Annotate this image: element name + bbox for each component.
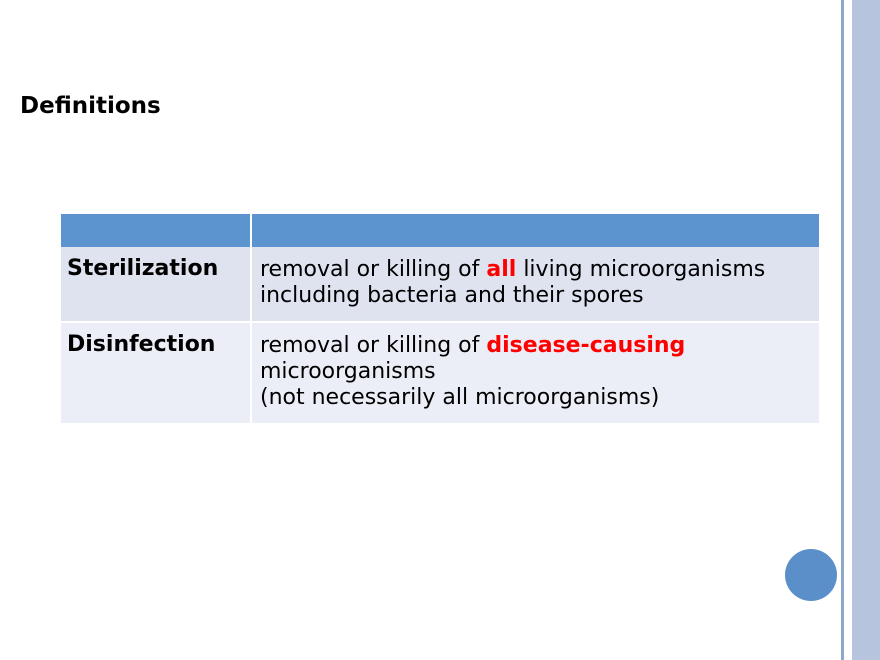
desc-emphasis-part: disease-causing bbox=[486, 332, 686, 358]
desc-text-part: microorganisms bbox=[260, 358, 436, 384]
term-disinfection: Disinfection bbox=[67, 331, 216, 357]
description-sterilization bbox=[252, 247, 819, 321]
table-cell-term bbox=[61, 322, 251, 424]
table-header-row bbox=[61, 214, 819, 247]
circle-decoration-icon bbox=[785, 549, 837, 601]
table-row bbox=[61, 247, 819, 322]
table-cell-term bbox=[61, 247, 251, 322]
term-sterilization: Sterilization bbox=[67, 256, 219, 281]
desc-text-part-secondary: (not necessarily all microorganisms) bbox=[260, 384, 660, 410]
table-row bbox=[61, 322, 819, 424]
right-accent-bar-wide bbox=[852, 0, 880, 660]
desc-text-part: removal or killing of bbox=[260, 257, 487, 282]
desc-text-part: living microorganisms including bacteria and their spores bbox=[260, 257, 766, 308]
description-disinfection bbox=[252, 323, 819, 423]
desc-emphasis-part: all bbox=[486, 257, 517, 282]
desc-text-part: removal or killing of bbox=[260, 332, 487, 358]
definitions-table bbox=[61, 214, 819, 425]
table-header-cell-desc bbox=[251, 214, 819, 247]
table-cell-description bbox=[251, 322, 819, 424]
right-accent-bar-gap bbox=[844, 0, 852, 660]
page-title: Definitions bbox=[20, 93, 161, 119]
table-cell-description bbox=[251, 247, 819, 322]
table-header-cell-term bbox=[61, 214, 251, 247]
